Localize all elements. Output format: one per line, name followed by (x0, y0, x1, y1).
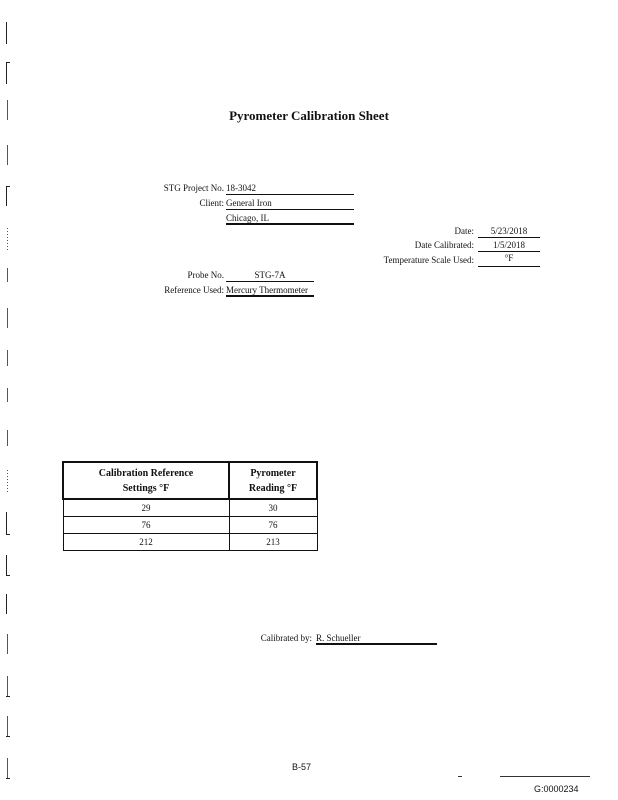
binding-mark (7, 430, 8, 446)
date-calibrated-value: 1/5/2018 (478, 240, 540, 252)
footer-rule (458, 776, 462, 777)
binding-mark (6, 534, 10, 535)
column-header-reading-line2: Reading °F (248, 482, 298, 494)
binding-mark (6, 22, 13, 44)
binding-mark (6, 62, 10, 63)
binding-mark (7, 308, 8, 328)
binding-mark (6, 736, 10, 737)
project-number-label: STG Project No. (163, 183, 224, 193)
table-row (63, 517, 317, 534)
reference-used-value: Mercury Thermometer (226, 285, 314, 297)
binding-mark (6, 512, 13, 534)
date-label: Date: (454, 226, 474, 236)
reading-cell: 30 (229, 499, 317, 517)
column-header-reference-line1: Calibration Reference (98, 467, 194, 479)
probe-number-label: Probe No. (187, 270, 224, 280)
date-calibrated-label: Date Calibrated: (414, 240, 474, 250)
binding-mark (7, 268, 8, 282)
binding-mark (6, 575, 10, 576)
binding-mark (6, 555, 13, 575)
temperature-scale-value: °F (478, 253, 540, 267)
document-id: G:0000234 (534, 784, 579, 794)
table-row (63, 499, 317, 517)
table-row (63, 534, 317, 551)
temperature-scale-label: Temperature Scale Used: (383, 255, 474, 265)
binding-mark (7, 388, 8, 402)
page-title: Pyrometer Calibration Sheet (229, 108, 389, 123)
binding-mark (6, 594, 13, 614)
binding-mark (6, 62, 13, 84)
date-value: 5/23/2018 (478, 226, 540, 238)
client-location: Chicago, IL (226, 213, 354, 225)
binding-mark (6, 186, 13, 206)
column-header-reference (63, 462, 229, 499)
binding-mark (7, 145, 8, 165)
column-header-reference-line2: Settings °F (122, 482, 170, 494)
reference-cell: 212 (63, 534, 229, 551)
table-header-row (63, 462, 317, 499)
probe-number-value: STG-7A (226, 270, 314, 282)
page-number: B-57 (292, 762, 312, 772)
calibrated-by-label: Calibrated by: (260, 633, 312, 643)
binding-mark (6, 696, 10, 697)
binding-mark (7, 228, 8, 250)
calibrated-by-name: R. Schueller (316, 633, 437, 645)
reference-cell: 29 (63, 499, 229, 517)
calibration-table (62, 461, 318, 551)
binding-mark (7, 676, 8, 696)
project-number-value: 18-3042 (226, 183, 354, 195)
binding-mark (7, 716, 8, 736)
binding-mark (6, 778, 10, 779)
reference-used-label: Reference Used: (164, 285, 224, 295)
footer-rule (500, 776, 590, 777)
client-label: Client: (199, 198, 224, 208)
binding-mark (7, 634, 8, 654)
column-header-reading (229, 462, 317, 499)
binding-mark (7, 758, 8, 778)
reading-cell: 76 (229, 517, 317, 534)
reference-cell: 76 (63, 517, 229, 534)
binding-mark (7, 350, 8, 366)
reading-cell: 213 (229, 534, 317, 551)
binding-mark (7, 470, 8, 492)
client-value: General Iron (226, 198, 354, 210)
column-header-reading-line1: Pyrometer (250, 467, 296, 479)
binding-mark (6, 186, 10, 187)
